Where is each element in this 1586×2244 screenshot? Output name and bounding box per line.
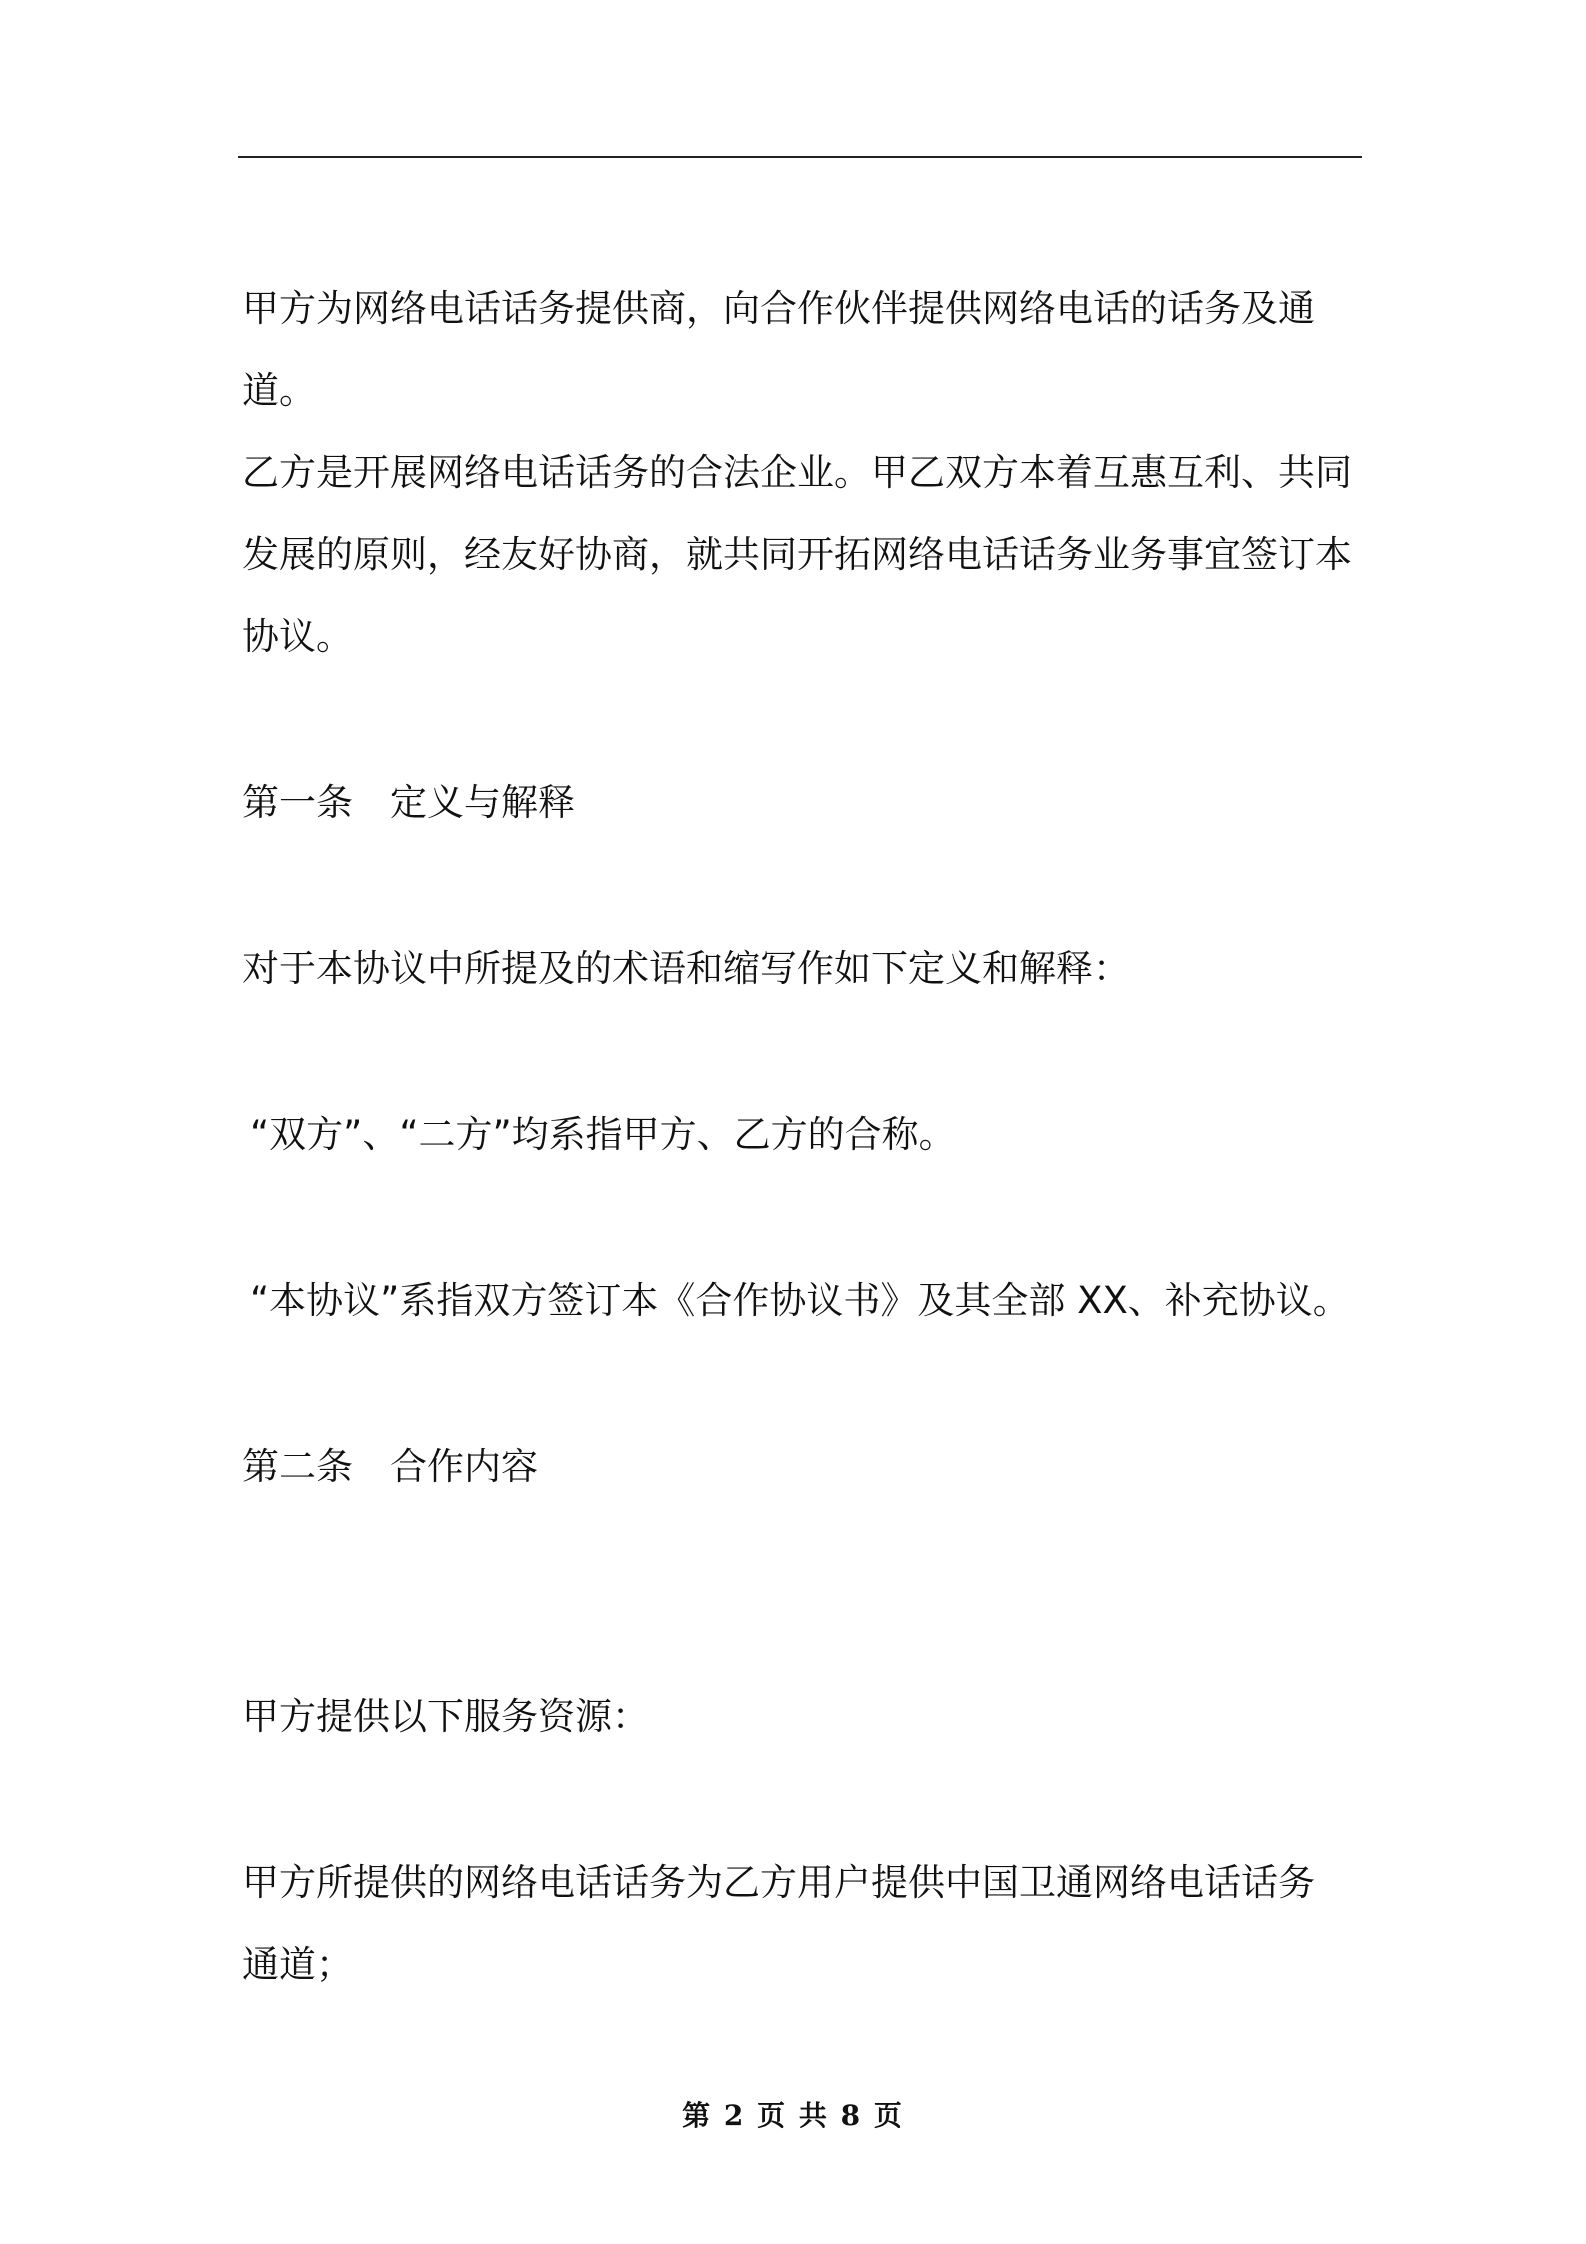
intro-line-2: 乙方是开展网络电话话务的合法企业。甲乙双方本着互惠互利、共同 [242,451,1352,494]
document-body [242,268,1372,2006]
intro-line-4: 协议。 [242,615,353,658]
article-2-item-1-line-2: 通道； [242,1943,353,1986]
article-2-intro: 甲方提供以下服务资源： [242,1695,649,1738]
intro-line-3: 发展的原则，经友好协商，就共同开拓网络电话话务业务事宜签订本 [242,533,1352,576]
article-1-intro: 对于本协议中所提及的术语和缩写作如下定义和解释： [242,947,1130,990]
article-2-heading: 第二条 合作内容 [242,1445,538,1488]
article-1-heading: 第一条 定义与解释 [242,781,575,824]
article-1-definition-1: “双方”、“二方”均系指甲方、乙方的合称。 [250,1113,956,1156]
header-rule [238,156,1362,158]
intro-line-1: 甲方为网络电话话务提供商，向合作伙伴提供网络电话的话务及通道。 [242,287,1315,412]
page-number: 第 2 页 共 8 页 [682,2099,904,2132]
article-1-definition-2: “本协议”系指双方签订本《合作协议书》及其全部 XX、补充协议。 [250,1279,1350,1322]
article-2-item-1-line-1: 甲方所提供的网络电话话务为乙方用户提供中国卫通网络电话话务 [242,1861,1315,1904]
